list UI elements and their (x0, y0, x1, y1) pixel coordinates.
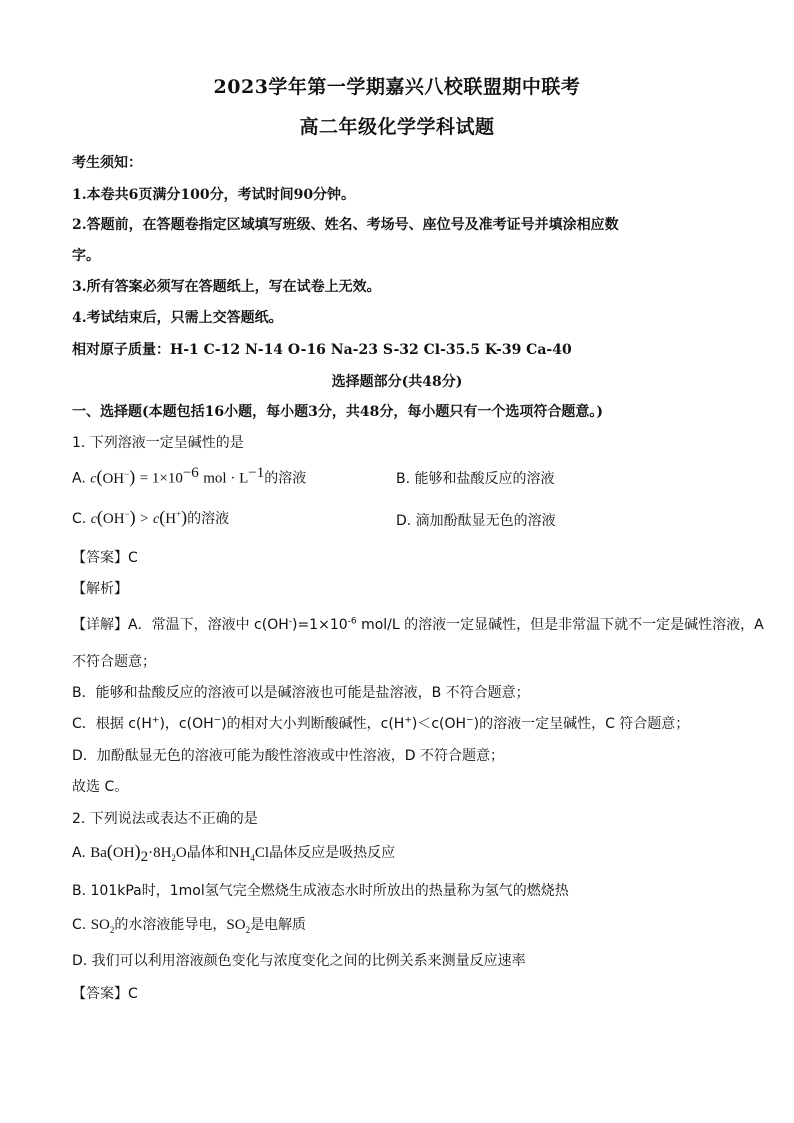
question-2-option-a: A. $Ba(OH)_2\cdot 8H_2O$晶体和$NH_4Cl$晶体反应是吸热反应 (72, 841, 396, 865)
exam-title: 2023学年第一学期嘉兴八校联盟期中联考 (213, 76, 581, 98)
question-1-option-c: C. c(OH−) > c(H+)的溶液 (72, 507, 230, 527)
question-2-option-b: B. 101kPa时，1mol氢气完全燃烧生成液态水时所放出的热量称为氢气的燃烧热 (72, 883, 569, 899)
notice-item-1: 1.本卷共6页满分100分，考试时间90分钟。 (72, 187, 356, 203)
detail-1-line-5: D．加酚酞显无色的溶液可能为酸性溶液或中性溶液，D 不符合题意； (72, 748, 505, 764)
atomic-masses: 相对原子质量：H-1 C-12 N-14 O-16 Na-23 S-32 Cl-35.5 K-39 Ca-40 (72, 342, 572, 358)
question-2-stem: 2. 下列说法或表达不正确的是 (72, 811, 258, 827)
notice-item-2-cont: 字。 (72, 248, 100, 264)
section-instructions: 一、选择题(本题包括16小题，每小题3分，共48分，每小题只有一个选项符合题意。) (72, 404, 603, 420)
detail-1-line-4: C．根据 c(H+)，c(OH−)的相对大小判断酸碱性，c(H+)＜c(OH−)的溶液一定呈碱性，C 符合题意； (72, 715, 690, 732)
notice-item-3: 3.所有答案必须写在答题纸上，写在试卷上无效。 (72, 279, 381, 295)
question-1-option-a: A. $c(OH^-) = 1\times 10^{-6}$ mol · $L^{-1}$的溶液 (72, 465, 307, 487)
question-1-stem: 1. 下列溶液一定呈碱性的是 (72, 435, 244, 451)
section-heading: 选择题部分(共48分) (331, 374, 463, 390)
detail-1-conclusion: 故选 C。 (72, 779, 129, 795)
notice-item-4: 4.考试结束后，只需上交答题纸。 (72, 310, 283, 326)
question-2-option-d: D. 我们可以利用溶液颜色变化与浓度变化之间的比例关系来测量反应速率 (72, 953, 526, 969)
notice-heading: 考生须知： (72, 155, 142, 171)
detail-1-line-2: 不符合题意； (72, 654, 156, 670)
notice-item-2: 2.答题前，在答题卷指定区域填写班级、姓名、考场号、座位号及准考证号并填涂相应数 (72, 217, 619, 233)
answer-label-1: 【答案】C (72, 550, 138, 566)
exam-subtitle: 高二年级化学学科试题 (299, 116, 495, 138)
answer-label-2: 【答案】C (72, 986, 138, 1002)
detail-1-line-3: B．能够和盐酸反应的溶液可以是碱溶液也可能是盐溶液，B 不符合题意； (72, 685, 530, 701)
question-2-option-c: C. $SO_2$的水溶液能导电，$SO_2$是电解质 (72, 917, 307, 935)
detail-1-line-1: 【详解】A．常温下，溶液中 $c(OH^-)=1\times 10^{-6}$ mol/L 的溶液一定显碱性，但是非常温下就不一定是碱性溶液，A (72, 616, 764, 633)
question-1-option-d: D. 滴加酚酞显无色的溶液 (396, 513, 556, 529)
analysis-label-1: 【解析】 (72, 581, 128, 597)
question-1-option-b: B. 能够和盐酸反应的溶液 (396, 471, 555, 487)
